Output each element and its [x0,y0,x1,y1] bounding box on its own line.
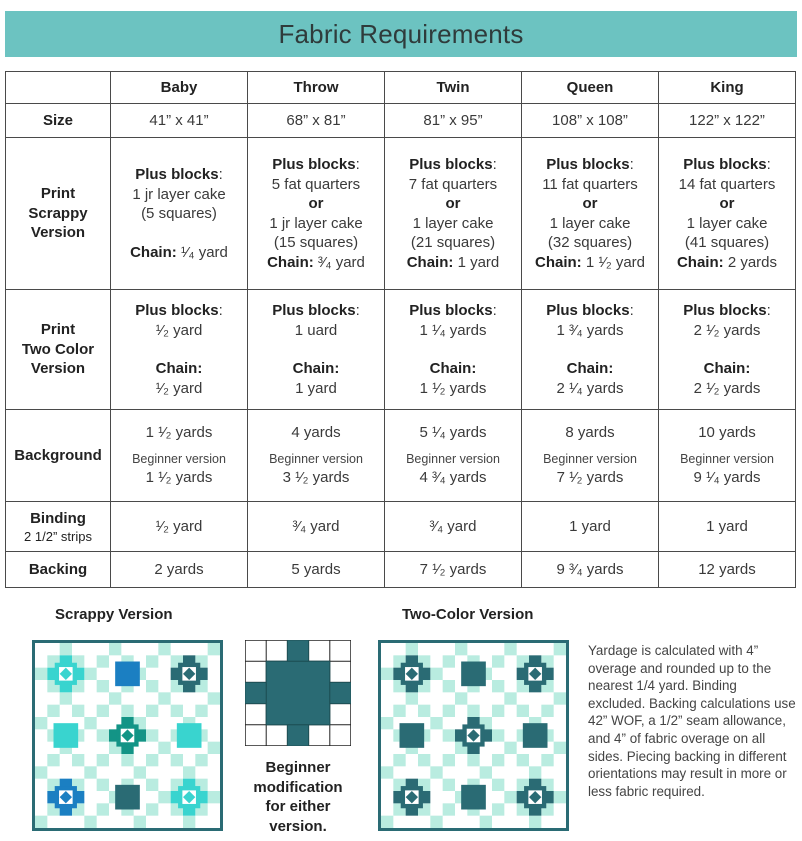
chain-square [146,680,158,692]
chain-square [84,717,96,729]
chain-square [381,668,393,680]
chain-square [158,742,170,754]
backing-cell: 9 ³⁄₄ yards [522,552,659,588]
chain-square [35,816,47,828]
chain-square [492,729,504,741]
print-scrappy-row [6,138,796,290]
scrappy-version-title: Scrappy Version [55,606,173,623]
beginner-caption: Beginner modification for either version. [253,759,343,835]
two-color-cell: Plus blocks: 1 ³⁄₄ yards Chain: 2 ¹⁄₄ yards [522,290,659,410]
chain-square [480,816,492,828]
row-label: Backing [6,552,111,588]
column-header: Queen [522,72,659,104]
chain-square [109,692,121,704]
two-color-quilt-graphic [381,643,566,828]
chain-square [158,791,170,803]
two-color-cell: Plus blocks: 1 uard Chain: 1 yard [248,290,385,410]
background-cell: 4 yards Beginner version 3 ¹⁄₂ yards [248,410,385,502]
chain-square [97,680,109,692]
chain-square [554,692,566,704]
row-label: Background [6,410,111,502]
chain-square [418,754,430,766]
chain-square [517,705,529,717]
row-label: Print Two Color Version [6,290,111,410]
chain-square [121,754,133,766]
background-cell: 5 ¹⁄₄ yards Beginner version 4 ³⁄₄ yards [385,410,522,502]
chain-square [467,754,479,766]
chain-square [430,668,442,680]
chain-square [517,754,529,766]
chain-square [554,791,566,803]
chain-square [97,803,109,815]
chain-square [171,754,183,766]
scrappy-cell: Plus blocks: 14 fat quarters or 1 layer cake (41 squares) Chain: 2 yards [659,138,796,290]
two-color-cell: Plus blocks: ¹⁄₂ yard Chain: ¹⁄₂ yard [111,290,248,410]
chain-square [97,655,109,667]
chain-square [430,816,442,828]
chain-square [208,692,220,704]
corner-cell [6,72,111,104]
scrappy-quilt-image [32,640,223,831]
chain-square [443,729,455,741]
chain-square [195,754,207,766]
row-label: Print Scrappy Version [6,138,111,290]
print-two-color-row [6,290,796,410]
chain-square [97,779,109,791]
chain-square [146,779,158,791]
chain-square [443,655,455,667]
backing-cell: 7 ¹⁄₂ yards [385,552,522,588]
size-cell: 122” x 122” [659,104,796,138]
chain-square [97,754,109,766]
chain-square [72,705,84,717]
chain-square [430,766,442,778]
chain-square [47,754,59,766]
plus-block [177,723,202,748]
chain-square [492,803,504,815]
chain-square [393,705,405,717]
chain-square [504,643,516,655]
fabric-requirements-table [5,71,796,588]
background-cell: 10 yards Beginner version 9 ¹⁄₄ yards [659,410,796,502]
beginner-block-image [245,640,351,746]
chain-square [134,766,146,778]
chain-square [541,705,553,717]
chain-square [443,705,455,717]
beginner-block-graphic [245,640,351,746]
chain-square [121,705,133,717]
chain-square [72,754,84,766]
chain-square [467,705,479,717]
backing-cell: 2 yards [111,552,248,588]
chain-square [84,816,96,828]
column-header: King [659,72,796,104]
column-header: Throw [248,72,385,104]
chain-square [208,742,220,754]
chain-square [60,692,72,704]
chain-square [381,766,393,778]
chain-square [406,643,418,655]
chain-square [504,791,516,803]
binding-cell: 1 yard [522,502,659,552]
plus-block [461,785,486,810]
background-cell: 8 yards Beginner version 7 ¹⁄₂ yards [522,410,659,502]
backing-cell: 12 yards [659,552,796,588]
scrappy-quilt-graphic [35,643,220,828]
chain-square [492,754,504,766]
chain-square [146,803,158,815]
chain-square [529,766,541,778]
background-cell: 1 ¹⁄₂ yards Beginner version 1 ¹⁄₂ yards [111,410,248,502]
binding-row [6,502,796,552]
size-cell: 81” x 95” [385,104,522,138]
chain-square [208,791,220,803]
chain-square [146,729,158,741]
title-banner [5,11,797,57]
backing-cell: 5 yards [248,552,385,588]
chain-square [418,705,430,717]
chain-square [455,692,467,704]
chain-square [492,655,504,667]
backing-row [6,552,796,588]
chain-square [183,766,195,778]
scrappy-cell: Plus blocks: 5 fat quarters or 1 jr layer cake (15 squares) Chain: ³⁄₄ yard [248,138,385,290]
chain-square [47,705,59,717]
binding-cell: ¹⁄₂ yard [111,502,248,552]
chain-square [492,705,504,717]
binding-cell: 1 yard [659,502,796,552]
chain-square [35,766,47,778]
chain-square [492,680,504,692]
plus-block [523,723,548,748]
chain-square [146,655,158,667]
chain-square [504,742,516,754]
chain-square [443,754,455,766]
scrappy-cell: Plus blocks: 1 jr layer cake (5 squares) Chain: ¹⁄₄ yard [111,138,248,290]
plus-block [461,662,486,687]
size-cell: 41” x 41” [111,104,248,138]
chain-square [492,779,504,791]
chain-square [393,754,405,766]
chain-square [554,742,566,754]
chain-square [84,668,96,680]
chain-square [529,816,541,828]
header-row [6,72,796,104]
chain-square [84,766,96,778]
chain-square [146,705,158,717]
chain-square [480,766,492,778]
two-color-cell: Plus blocks: 1 ¹⁄₄ yards Chain: 1 ¹⁄₂ yards [385,290,522,410]
chain-square [208,643,220,655]
chain-square [443,779,455,791]
chain-square [443,680,455,692]
scrappy-cell: Plus blocks: 11 fat quarters or 1 layer cake (32 squares) Chain: 1 ¹⁄₂ yard [522,138,659,290]
chain-square [455,643,467,655]
scrappy-cell: Plus blocks: 7 fat quarters or 1 layer cake (21 squares) Chain: 1 yard [385,138,522,290]
plus-block [115,785,140,810]
plus-block [54,723,79,748]
chain-square [381,816,393,828]
chain-square [554,643,566,655]
row-label: Binding 2 1/2” strips [6,502,111,552]
chain-square [381,717,393,729]
binding-cell: ³⁄₄ yard [248,502,385,552]
chain-square [134,816,146,828]
chain-square [504,692,516,704]
chain-square [195,705,207,717]
chain-square [443,803,455,815]
column-header: Baby [111,72,248,104]
chain-square [97,705,109,717]
chain-square [35,717,47,729]
row-label: Size [6,104,111,138]
chain-square [171,705,183,717]
two-color-version-title: Two-Color Version [402,606,534,623]
chain-square [430,717,442,729]
background-row [6,410,796,502]
chain-square [97,729,109,741]
column-header: Twin [385,72,522,104]
two-color-cell: Plus blocks: 2 ¹⁄₂ yards Chain: 2 ¹⁄₂ yards [659,290,796,410]
chain-square [109,643,121,655]
size-cell: 108” x 108” [522,104,659,138]
page-title: Fabric Requirements [278,18,524,49]
chain-square [35,668,47,680]
binding-cell: ³⁄₄ yard [385,502,522,552]
chain-square [541,754,553,766]
chain-square [406,692,418,704]
yardage-note: Yardage is calculated with 4” overage and rounded up to the nearest 1/4 yard. Binding excluded. Backing calculations use 42” WOF, a 1/2” seam allowance, and 4” of fabric overage on all sides. Piecing backing in different orientations may result in more or less fabric required. [588,643,796,799]
chain-square [146,754,158,766]
chain-square [158,643,170,655]
chain-square [158,692,170,704]
two-color-quilt-image [378,640,569,831]
size-cell: 68” x 81” [248,104,385,138]
size-row [6,104,796,138]
plus-block [400,723,425,748]
plus-block [115,662,140,687]
chain-square [183,816,195,828]
chain-square [60,643,72,655]
